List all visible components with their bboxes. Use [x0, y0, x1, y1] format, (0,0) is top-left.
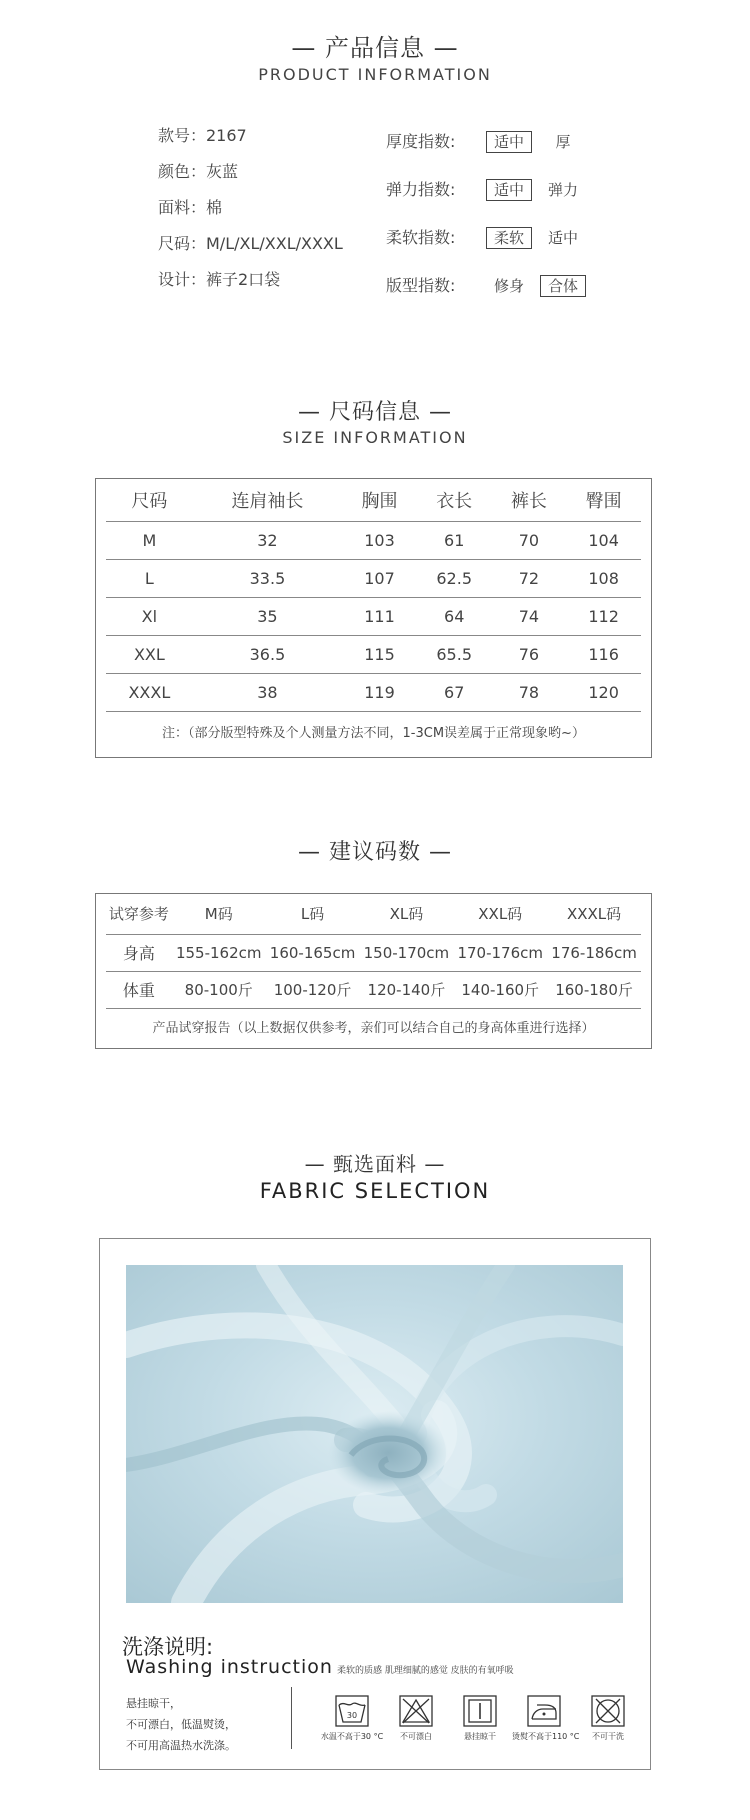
care-item: [448, 1695, 512, 1742]
size-info-title-en: SIZE INFORMATION: [282, 428, 468, 447]
care-icons: [320, 1695, 640, 1742]
table-cell: 78: [492, 673, 567, 711]
table-cell: XXXL: [106, 673, 193, 711]
recommend-header-l: L码: [300, 905, 325, 924]
size-header-pants: 裤长: [510, 490, 547, 512]
table-cell: 107: [342, 559, 417, 597]
table-cell: 100-120斤: [266, 971, 360, 1008]
recommend-header-xxl: XXL码: [478, 905, 523, 924]
table-cell: 67: [417, 673, 492, 711]
table-cell: 62.5: [417, 559, 492, 597]
recommend-table: [95, 893, 652, 1049]
wash-divider: [291, 1687, 292, 1749]
care-caption: 水温不高于30 °C: [320, 1732, 384, 1741]
table-row: [106, 635, 641, 673]
product-info-title-cn: — 产品信息 —: [291, 34, 459, 62]
size-table-note: 注：（部分版型特殊及个人测量方法不同，1-3CM误差属于正常现象哟~）: [106, 711, 641, 755]
fabric-title-cn: — 甄选面料 —: [304, 1152, 446, 1176]
care-caption: 烫熨不高于110 °C: [512, 1732, 580, 1741]
table-row: [106, 521, 641, 559]
table-cell: 61: [417, 521, 492, 559]
elasticity-index: [386, 166, 586, 214]
table-cell: 160-180斤: [547, 971, 641, 1008]
fabric-title-en: FABRIC SELECTION: [259, 1179, 491, 1203]
fit-index-label: 版型指数:: [386, 276, 456, 295]
table-cell: 170-176cm: [453, 934, 547, 971]
no-tumble-dry-icon: [591, 1695, 625, 1727]
table-cell: XXL: [106, 635, 193, 673]
fit-option-regular: 合体: [540, 275, 586, 297]
recommend-table-header: [106, 894, 641, 934]
thickness-option-thick: 厚: [555, 133, 571, 151]
info-sizes: 尺码：M/L/XL/XXL/XXXL: [158, 234, 343, 253]
fit-option-slim: 修身: [493, 277, 524, 295]
fabric-title: [0, 1148, 750, 1203]
recommend-header-m: M码: [204, 905, 233, 924]
wash-notes: [126, 1693, 236, 1756]
table-cell: Xl: [106, 597, 193, 635]
iron-low-icon: [527, 1695, 561, 1727]
thickness-index-label: 厚度指数:: [386, 132, 456, 151]
table-cell: 32: [193, 521, 342, 559]
table-cell: 108: [566, 559, 641, 597]
table-cell: 120: [566, 673, 641, 711]
table-cell: 身高: [106, 934, 172, 971]
elasticity-option-medium: 适中: [486, 179, 532, 201]
size-header-length: 衣长: [436, 490, 473, 512]
table-cell: 104: [566, 521, 641, 559]
wash-note-line: 不可用高温热水洗涤。: [126, 1739, 236, 1752]
table-cell: 74: [492, 597, 567, 635]
table-cell: 103: [342, 521, 417, 559]
elasticity-index-label: 弹力指数:: [386, 180, 456, 199]
wash-tagline: 柔软的质感 肌理细腻的感觉 皮肤的有氧呼吸: [336, 1666, 514, 1676]
table-cell: 33.5: [193, 559, 342, 597]
product-info-title: [0, 28, 750, 84]
wash-title: 洗涤说明:: [122, 1635, 214, 1659]
table-cell: 176-186cm: [547, 934, 641, 971]
product-info-title-en: PRODUCT INFORMATION: [258, 65, 492, 84]
table-cell: 120-140斤: [359, 971, 453, 1008]
table-cell: 76: [492, 635, 567, 673]
care-item: [384, 1695, 448, 1742]
table-cell: 111: [342, 597, 417, 635]
hang-dry-icon: [463, 1695, 497, 1727]
wash-note-line: 悬挂晾干，: [126, 1697, 181, 1710]
table-cell: 72: [492, 559, 567, 597]
info-material: 面料：棉: [158, 198, 223, 217]
table-cell: M: [106, 521, 193, 559]
table-cell: 115: [342, 635, 417, 673]
size-table: [95, 478, 652, 758]
table-cell: 160-165cm: [266, 934, 360, 971]
table-row: [106, 934, 641, 971]
fabric-panel: [99, 1238, 651, 1770]
fit-index: [386, 262, 586, 310]
info-color: 颜色：灰蓝: [158, 162, 239, 181]
table-row: [106, 559, 641, 597]
table-cell: 36.5: [193, 635, 342, 673]
recommend-title-cn: — 建议码数 —: [298, 840, 452, 865]
care-item: [576, 1695, 640, 1742]
care-caption: 不可干洗: [592, 1732, 624, 1741]
size-header-hip: 臀围: [585, 490, 622, 512]
softness-index: [386, 214, 586, 262]
table-cell: 155-162cm: [172, 934, 266, 971]
wash-en: [126, 1656, 514, 1678]
table-cell: 70: [492, 521, 567, 559]
table-cell: 80-100斤: [172, 971, 266, 1008]
wash-temp-text: 30: [346, 1711, 358, 1720]
softness-option-medium: 适中: [547, 229, 578, 247]
care-caption: 不可漂白: [400, 1732, 432, 1741]
softness-index-label: 柔软指数:: [386, 228, 456, 247]
size-header-size: 尺码: [131, 490, 168, 512]
care-item: [320, 1695, 384, 1742]
wash-en-text: Washing instruction: [126, 1656, 333, 1678]
fabric-photo: [126, 1265, 623, 1603]
info-design: 设计：裤子2口袋: [158, 270, 281, 289]
recommend-title: [0, 835, 750, 866]
table-row: [106, 597, 641, 635]
wash-note-line: 不可漂白，低温熨烫，: [126, 1718, 236, 1731]
table-cell: 64: [417, 597, 492, 635]
table-cell: 体重: [106, 971, 172, 1008]
table-cell: 140-160斤: [453, 971, 547, 1008]
thickness-option-medium: 适中: [486, 131, 532, 153]
wash-30-icon: [335, 1695, 369, 1727]
care-item: [512, 1695, 580, 1742]
size-info-title: [0, 395, 750, 447]
table-cell: 35: [193, 597, 342, 635]
size-info-title-cn: — 尺码信息 —: [298, 400, 452, 425]
table-cell: L: [106, 559, 193, 597]
table-row: [106, 971, 641, 1008]
no-bleach-icon: [399, 1695, 433, 1727]
thickness-index: [386, 118, 586, 166]
table-cell: 65.5: [417, 635, 492, 673]
size-header-chest: 胸围: [361, 490, 398, 512]
elasticity-option-stretch: 弹力: [547, 181, 578, 199]
product-info-left: [158, 118, 343, 298]
fabric-swirl-image: [126, 1265, 623, 1603]
table-cell: 150-170cm: [359, 934, 453, 971]
size-header-sleeve: 连肩袖长: [231, 490, 304, 512]
recommend-header-xxxl: XXXL码: [566, 905, 622, 924]
table-cell: 116: [566, 635, 641, 673]
table-row: [106, 673, 641, 711]
softness-option-soft: 柔软: [486, 227, 532, 249]
info-style-number: 款号：2167: [158, 126, 247, 145]
product-info-indices: [386, 118, 586, 310]
recommend-table-note: 产品试穿报告（以上数据仅供参考，亲们可以结合自己的身高体重进行选择）: [106, 1008, 641, 1048]
table-cell: 119: [342, 673, 417, 711]
care-caption: 悬挂晾干: [464, 1732, 496, 1741]
table-cell: 38: [193, 673, 342, 711]
table-cell: 112: [566, 597, 641, 635]
recommend-header-xl: XL码: [389, 905, 424, 924]
recommend-header-ref: 试穿参考: [108, 905, 169, 924]
size-table-header: [106, 479, 641, 521]
